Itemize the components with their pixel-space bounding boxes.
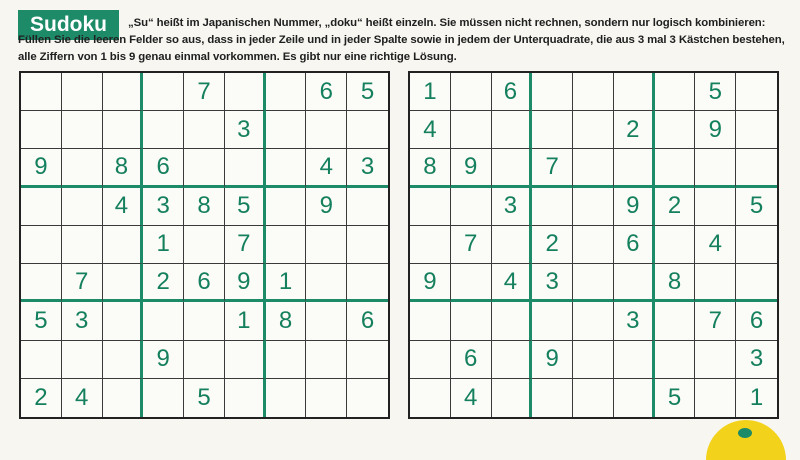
sudoku-given-cell: 9: [532, 341, 573, 379]
sudoku-empty-cell[interactable]: [103, 111, 144, 149]
sudoku-empty-cell[interactable]: [225, 341, 266, 379]
sudoku-given-cell: 7: [532, 149, 573, 187]
sudoku-empty-cell[interactable]: [655, 302, 696, 340]
sudoku-given-cell: 4: [306, 149, 347, 187]
sudoku-empty-cell[interactable]: [62, 226, 103, 264]
sudoku-empty-cell[interactable]: [695, 149, 736, 187]
sudoku-empty-cell[interactable]: [143, 302, 184, 340]
sudoku-given-cell: 4: [451, 379, 492, 417]
sudoku-empty-cell[interactable]: [225, 149, 266, 187]
sudoku-given-cell: 4: [103, 188, 144, 226]
sudoku-given-cell: 4: [492, 264, 533, 302]
sudoku-empty-cell[interactable]: [103, 379, 144, 417]
sudoku-given-cell: 5: [655, 379, 696, 417]
sudoku-given-cell: 8: [103, 149, 144, 187]
sudoku-empty-cell[interactable]: [532, 73, 573, 111]
sudoku-given-cell: 3: [492, 188, 533, 226]
sudoku-given-cell: 3: [736, 341, 777, 379]
sudoku-empty-cell[interactable]: [492, 149, 533, 187]
sudoku-empty-cell[interactable]: [614, 149, 655, 187]
sudoku-empty-cell[interactable]: [225, 73, 266, 111]
sudoku-given-cell: 5: [347, 73, 388, 111]
sudoku-given-cell: 4: [410, 111, 451, 149]
sudoku-empty-cell[interactable]: [655, 111, 696, 149]
sudoku-given-cell: 5: [225, 188, 266, 226]
sudoku-empty-cell[interactable]: [306, 111, 347, 149]
sudoku-empty-cell[interactable]: [184, 226, 225, 264]
sudoku-empty-cell[interactable]: [695, 341, 736, 379]
sudoku-empty-cell[interactable]: [21, 341, 62, 379]
sudoku-given-cell: 7: [184, 73, 225, 111]
sudoku-empty-cell[interactable]: [266, 149, 307, 187]
sudoku-empty-cell[interactable]: [143, 111, 184, 149]
sudoku-empty-cell[interactable]: [573, 188, 614, 226]
sudoku-grid-right: [408, 71, 779, 419]
sudoku-empty-cell[interactable]: [451, 264, 492, 302]
sudoku-given-cell: 8: [184, 188, 225, 226]
sudoku-empty-cell[interactable]: [184, 302, 225, 340]
sudoku-empty-cell[interactable]: [451, 111, 492, 149]
sudoku-empty-cell[interactable]: [410, 188, 451, 226]
sudoku-empty-cell[interactable]: [266, 111, 307, 149]
sudoku-empty-cell[interactable]: [492, 341, 533, 379]
sudoku-given-cell: 1: [225, 302, 266, 340]
sudoku-given-cell: 9: [451, 149, 492, 187]
sudoku-empty-cell[interactable]: [347, 341, 388, 379]
sudoku-given-cell: 5: [695, 73, 736, 111]
sudoku-given-cell: 8: [655, 264, 696, 302]
sudoku-empty-cell[interactable]: [532, 379, 573, 417]
sudoku-empty-cell[interactable]: [655, 226, 696, 264]
sudoku-given-cell: 3: [62, 302, 103, 340]
sudoku-given-cell: 1: [143, 226, 184, 264]
sudoku-given-cell: 6: [347, 302, 388, 340]
sudoku-empty-cell[interactable]: [614, 341, 655, 379]
sudoku-empty-cell[interactable]: [573, 111, 614, 149]
instructions-text: „Su“ heißt im Japanischen Nummer, „doku“ heißt einzeln. Sie müssen nicht rechnen, sondern nur logisch kombinieren: Füllen Sie die leeren Felder so aus, dass in jeder Zeile und in jeder Spalte sowie in jedem der Unterquadrate, die aus 3 mal 3 Kästchen bestehen, alle Ziffern von 1 bis 9 genau einmal vorkommen. Es gibt nur eine richtige Lösung.: [18, 17, 785, 63]
sudoku-empty-cell[interactable]: [655, 73, 696, 111]
sudoku-empty-cell[interactable]: [614, 264, 655, 302]
sudoku-empty-cell[interactable]: [492, 302, 533, 340]
page-title: Sudoku: [18, 10, 119, 40]
sudoku-empty-cell[interactable]: [410, 341, 451, 379]
sudoku-given-cell: 9: [143, 341, 184, 379]
sudoku-empty-cell[interactable]: [225, 379, 266, 417]
sudoku-empty-cell[interactable]: [655, 341, 696, 379]
sudoku-empty-cell[interactable]: [62, 149, 103, 187]
sudoku-given-cell: 9: [306, 188, 347, 226]
sudoku-empty-cell[interactable]: [306, 226, 347, 264]
sudoku-given-cell: 8: [266, 302, 307, 340]
sudoku-empty-cell[interactable]: [62, 188, 103, 226]
sudoku-given-cell: 6: [614, 226, 655, 264]
clover-logo: [706, 420, 786, 460]
sudoku-empty-cell[interactable]: [532, 302, 573, 340]
sudoku-given-cell: 6: [184, 264, 225, 302]
sudoku-empty-cell[interactable]: [451, 73, 492, 111]
sudoku-given-cell: 3: [532, 264, 573, 302]
sudoku-empty-cell[interactable]: [184, 341, 225, 379]
sudoku-given-cell: 8: [410, 149, 451, 187]
sudoku-given-cell: 3: [225, 111, 266, 149]
sudoku-empty-cell[interactable]: [306, 379, 347, 417]
sudoku-empty-cell[interactable]: [143, 379, 184, 417]
sudoku-given-cell: 7: [451, 226, 492, 264]
sudoku-empty-cell[interactable]: [614, 73, 655, 111]
sudoku-empty-cell[interactable]: [614, 379, 655, 417]
sudoku-empty-cell[interactable]: [266, 73, 307, 111]
sudoku-empty-cell[interactable]: [736, 226, 777, 264]
sudoku-empty-cell[interactable]: [103, 341, 144, 379]
sudoku-empty-cell[interactable]: [62, 111, 103, 149]
sudoku-given-cell: 6: [492, 73, 533, 111]
sudoku-given-cell: 9: [410, 264, 451, 302]
sudoku-empty-cell[interactable]: [573, 73, 614, 111]
sudoku-given-cell: 9: [225, 264, 266, 302]
sudoku-empty-cell[interactable]: [266, 379, 307, 417]
sudoku-empty-cell[interactable]: [62, 73, 103, 111]
sudoku-empty-cell[interactable]: [410, 379, 451, 417]
sudoku-empty-cell[interactable]: [347, 111, 388, 149]
sudoku-empty-cell[interactable]: [347, 379, 388, 417]
sudoku-empty-cell[interactable]: [655, 149, 696, 187]
sudoku-empty-cell[interactable]: [21, 73, 62, 111]
sudoku-given-cell: 6: [451, 341, 492, 379]
sudoku-given-cell: 2: [532, 226, 573, 264]
sudoku-empty-cell[interactable]: [266, 188, 307, 226]
sudoku-empty-cell[interactable]: [573, 264, 614, 302]
sudoku-empty-cell[interactable]: [736, 149, 777, 187]
sudoku-given-cell: 7: [62, 264, 103, 302]
sudoku-given-cell: 3: [143, 188, 184, 226]
sudoku-empty-cell[interactable]: [266, 226, 307, 264]
sudoku-empty-cell[interactable]: [410, 226, 451, 264]
sudoku-given-cell: 3: [614, 302, 655, 340]
sudoku-empty-cell[interactable]: [695, 188, 736, 226]
sudoku-empty-cell[interactable]: [573, 379, 614, 417]
sudoku-empty-cell[interactable]: [21, 111, 62, 149]
sudoku-given-cell: 4: [695, 226, 736, 264]
sudoku-given-cell: 2: [614, 111, 655, 149]
sudoku-empty-cell[interactable]: [573, 302, 614, 340]
sudoku-empty-cell[interactable]: [573, 226, 614, 264]
sudoku-empty-cell[interactable]: [695, 379, 736, 417]
sudoku-given-cell: 6: [143, 149, 184, 187]
sudoku-empty-cell[interactable]: [143, 73, 184, 111]
sudoku-empty-cell[interactable]: [306, 341, 347, 379]
sudoku-empty-cell[interactable]: [184, 149, 225, 187]
sudoku-given-cell: 6: [306, 73, 347, 111]
sudoku-given-cell: 2: [143, 264, 184, 302]
sudoku-empty-cell[interactable]: [347, 188, 388, 226]
sudoku-empty-cell[interactable]: [532, 188, 573, 226]
sudoku-empty-cell[interactable]: [451, 188, 492, 226]
sudoku-empty-cell[interactable]: [492, 379, 533, 417]
sudoku-given-cell: 7: [695, 302, 736, 340]
sudoku-empty-cell[interactable]: [103, 73, 144, 111]
sudoku-empty-cell[interactable]: [736, 111, 777, 149]
sudoku-empty-cell[interactable]: [492, 226, 533, 264]
sudoku-given-cell: 1: [266, 264, 307, 302]
sudoku-empty-cell[interactable]: [736, 264, 777, 302]
sudoku-given-cell: 7: [225, 226, 266, 264]
sudoku-empty-cell[interactable]: [184, 111, 225, 149]
sudoku-empty-cell[interactable]: [492, 111, 533, 149]
sudoku-given-cell: 9: [695, 111, 736, 149]
sudoku-given-cell: 6: [736, 302, 777, 340]
sudoku-empty-cell[interactable]: [347, 264, 388, 302]
sudoku-empty-cell[interactable]: [347, 226, 388, 264]
sudoku-given-cell: 5: [184, 379, 225, 417]
sudoku-empty-cell[interactable]: [573, 341, 614, 379]
sudoku-empty-cell[interactable]: [21, 264, 62, 302]
sudoku-given-cell: 2: [21, 379, 62, 417]
sudoku-empty-cell[interactable]: [573, 149, 614, 187]
sudoku-grid-left: [19, 71, 390, 419]
sudoku-empty-cell[interactable]: [451, 302, 492, 340]
sudoku-empty-cell[interactable]: [21, 226, 62, 264]
sudoku-given-cell: 1: [749, 383, 764, 411]
sudoku-given-cell: 2: [655, 188, 696, 226]
sudoku-empty-cell[interactable]: [736, 73, 777, 111]
sudoku-given-cell: 5: [21, 302, 62, 340]
sudoku-empty-cell[interactable]: [695, 264, 736, 302]
sudoku-empty-cell[interactable]: [266, 341, 307, 379]
sudoku-given-cell: 4: [62, 379, 103, 417]
sudoku-empty-cell[interactable]: [103, 264, 144, 302]
sudoku-empty-cell[interactable]: [532, 111, 573, 149]
sudoku-empty-cell[interactable]: [306, 264, 347, 302]
sudoku-empty-cell[interactable]: [62, 341, 103, 379]
sudoku-empty-cell[interactable]: [410, 302, 451, 340]
sudoku-given-cell: 3: [347, 149, 388, 187]
sudoku-empty-cell[interactable]: [21, 188, 62, 226]
clover-icon: [738, 428, 752, 438]
header: [18, 10, 794, 62]
sudoku-empty-cell[interactable]: [103, 302, 144, 340]
sudoku-given-cell: 1: [410, 73, 451, 111]
sudoku-empty-cell[interactable]: [103, 226, 144, 264]
sudoku-empty-cell[interactable]: [306, 302, 347, 340]
sudoku-given-cell: 9: [614, 188, 655, 226]
sudoku-given-cell: 5: [736, 188, 777, 226]
sudoku-given-cell: 9: [21, 149, 62, 187]
